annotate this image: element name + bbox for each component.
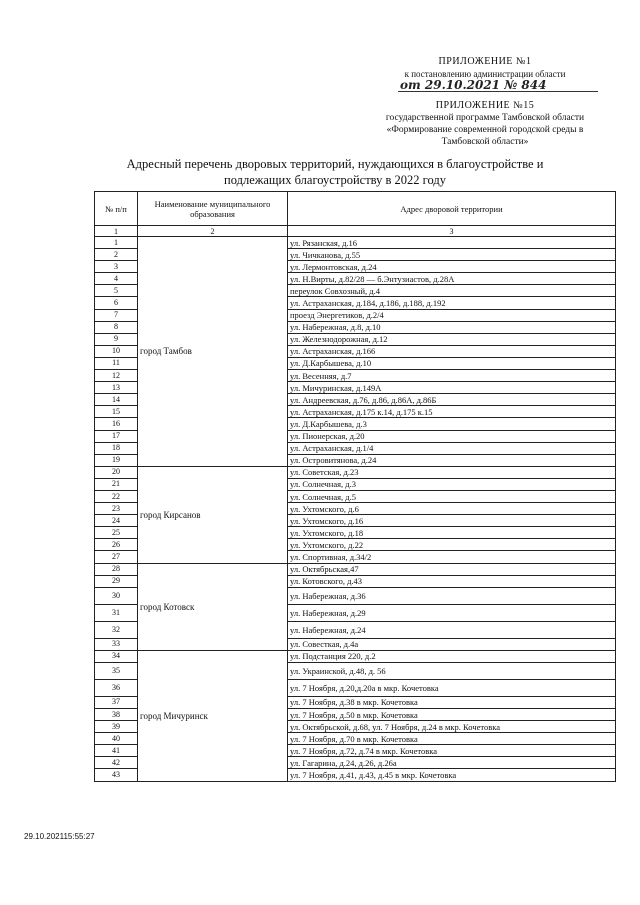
row-number: 25 xyxy=(95,527,138,539)
appendix-15-line-1: государственной программе Тамбовской области xyxy=(385,113,585,123)
address-cell: ул. Октябрьская,47 xyxy=(288,563,616,575)
table-header-row xyxy=(95,192,616,226)
appendix-15-line-2: «Формирование современной городской среды в xyxy=(386,125,584,135)
row-number: 27 xyxy=(95,551,138,563)
address-cell: ул. Д.Карбышева, д.3 xyxy=(288,418,616,430)
column-number: 3 xyxy=(288,226,616,237)
address-cell: ул. Гагарина, д.24, д.26, д.26а xyxy=(288,757,616,769)
row-number: 6 xyxy=(95,297,138,309)
appendix-15-header xyxy=(360,100,610,148)
address-cell: ул. Пионерская, д.20 xyxy=(288,430,616,442)
row-number: 17 xyxy=(95,430,138,442)
appendix-15-title: ПРИЛОЖЕНИЕ №15 xyxy=(435,100,535,111)
address-cell: ул. 7 Ноября, д.72, д.74 в мкр. Кочетовка xyxy=(288,745,616,757)
address-cell: ул. 7 Ноября, д.20,д.20а в мкр. Кочетовка xyxy=(288,679,616,696)
row-number: 40 xyxy=(95,733,138,745)
appendix-1-title: ПРИЛОЖЕНИЕ №1 xyxy=(438,56,532,67)
address-cell: ул. Солнечная, д.5 xyxy=(288,490,616,502)
row-number: 29 xyxy=(95,575,138,587)
row-number: 18 xyxy=(95,442,138,454)
address-cell: ул. Рязанская, д.16 xyxy=(288,237,616,249)
address-cell: ул. Октябрьской, д.68, ул. 7 Ноября, д.24 в мкр. Кочетовка xyxy=(288,721,616,733)
row-number: 8 xyxy=(95,321,138,333)
address-cell: ул. Астраханская, д.184, д.186, д.188, д.192 xyxy=(288,297,616,309)
address-cell: ул. Ухтомского, д.18 xyxy=(288,527,616,539)
row-number: 43 xyxy=(95,769,138,781)
document-title-line-2: подлежащих благоустройству в 2022 году xyxy=(224,173,446,187)
address-cell: ул. 7 Ноября, д.38 в мкр. Кочетовка xyxy=(288,696,616,708)
row-number: 30 xyxy=(95,587,138,604)
row-number: 10 xyxy=(95,345,138,357)
address-cell: ул. Д.Карбышева, д.10 xyxy=(288,357,616,369)
address-cell: ул. Весенняя, д.7 xyxy=(288,370,616,382)
address-cell: ул. Ухтомского, д.22 xyxy=(288,539,616,551)
row-number: 19 xyxy=(95,454,138,466)
row-number: 21 xyxy=(95,478,138,490)
address-cell: ул. Андреевская, д.76, д.86, д.86А, д.86Б xyxy=(288,394,616,406)
row-number: 36 xyxy=(95,679,138,696)
municipality-cell: город Тамбов xyxy=(138,237,288,467)
header-address: Адрес дворовой территории xyxy=(288,192,616,226)
address-cell: ул. Совесткая, д.4а xyxy=(288,638,616,650)
row-number: 15 xyxy=(95,406,138,418)
row-number: 39 xyxy=(95,721,138,733)
row-number: 22 xyxy=(95,490,138,502)
address-cell: ул. Набережная, д.24 xyxy=(288,621,616,638)
row-number: 13 xyxy=(95,382,138,394)
row-number: 32 xyxy=(95,621,138,638)
address-cell: ул. Островитянова, д.24 xyxy=(288,454,616,466)
appendix-1-header xyxy=(360,56,610,80)
address-cell: ул. 7 Ноября, д.50 в мкр. Кочетовка xyxy=(288,709,616,721)
row-number: 5 xyxy=(95,285,138,297)
address-cell: ул. Котовского, д.43 xyxy=(288,575,616,587)
row-number: 33 xyxy=(95,638,138,650)
address-cell: ул. Астраханская, д.175 к.14, д.175 к.15 xyxy=(288,406,616,418)
table-row xyxy=(95,563,616,575)
municipality-cell: город Кирсанов xyxy=(138,466,288,563)
address-cell: ул. Подстанция 220, д.2 xyxy=(288,650,616,662)
row-number: 23 xyxy=(95,503,138,515)
row-number: 14 xyxy=(95,394,138,406)
address-table xyxy=(94,191,616,782)
address-cell: ул. Набережная, д.29 xyxy=(288,604,616,621)
address-cell: ул. 7 Ноября, д.41, д.43, д.45 в мкр. Кочетовка xyxy=(288,769,616,781)
header-number: № п/п xyxy=(95,192,138,226)
address-cell: ул. Н.Вирты, д.82/28 — б.Энтузиастов, д.28А xyxy=(288,273,616,285)
column-number-row xyxy=(95,226,616,237)
address-cell: ул. Спортивная, д.34/2 xyxy=(288,551,616,563)
table-row xyxy=(95,237,616,249)
address-cell: ул. Лермонтовская, д.24 xyxy=(288,261,616,273)
address-cell: ул. Советская, д.23 xyxy=(288,466,616,478)
column-number: 1 xyxy=(95,226,138,237)
row-number: 42 xyxy=(95,757,138,769)
row-number: 24 xyxy=(95,515,138,527)
header-municipality: Наименование муниципального образования xyxy=(138,192,288,226)
address-cell: переулок Совхозный, д.4 xyxy=(288,285,616,297)
row-number: 7 xyxy=(95,309,138,321)
municipality-cell: город Котовск xyxy=(138,563,288,650)
document-title-line-1: Адресный перечень дворовых территорий, нуждающихся в благоустройстве и xyxy=(126,157,544,171)
row-number: 28 xyxy=(95,563,138,575)
address-cell: проезд Энергетиков, д.2/4 xyxy=(288,309,616,321)
table-body xyxy=(95,237,616,782)
signature-underline xyxy=(398,91,598,92)
row-number: 16 xyxy=(95,418,138,430)
address-cell: ул. Чичканова, д.55 xyxy=(288,249,616,261)
row-number: 1 xyxy=(95,237,138,249)
address-cell: ул. Украинской, д.48, д. 56 xyxy=(288,662,616,679)
row-number: 20 xyxy=(95,466,138,478)
address-cell: ул. Ухтомского, д.16 xyxy=(288,515,616,527)
handwritten-date-number: от 29.10.2021 № 844 xyxy=(400,78,547,92)
footer-timestamp: 29.10.202115:55:27 xyxy=(24,832,95,841)
address-cell: ул. Набережная, д.8, д.10 xyxy=(288,321,616,333)
row-number: 38 xyxy=(95,709,138,721)
row-number: 4 xyxy=(95,273,138,285)
column-number: 2 xyxy=(138,226,288,237)
row-number: 2 xyxy=(95,249,138,261)
document-title xyxy=(100,156,570,188)
row-number: 41 xyxy=(95,745,138,757)
row-number: 12 xyxy=(95,370,138,382)
row-number: 34 xyxy=(95,650,138,662)
row-number: 26 xyxy=(95,539,138,551)
address-cell: ул. 7 Ноября, д.70 в мкр. Кочетовка xyxy=(288,733,616,745)
row-number: 9 xyxy=(95,333,138,345)
address-cell: ул. Железнодорожная, д.12 xyxy=(288,333,616,345)
address-cell: ул. Мичуринская, д.149А xyxy=(288,382,616,394)
row-number: 35 xyxy=(95,662,138,679)
address-cell: ул. Солнечная, д.3 xyxy=(288,478,616,490)
row-number: 37 xyxy=(95,696,138,708)
address-cell: ул. Астраханская, д.166 xyxy=(288,345,616,357)
address-cell: ул. Набережная, д.36 xyxy=(288,587,616,604)
appendix-1-subtitle: к постановлению администрации области xyxy=(404,69,566,79)
address-cell: ул. Ухтомского, д.6 xyxy=(288,503,616,515)
table-row xyxy=(95,650,616,662)
row-number: 31 xyxy=(95,604,138,621)
address-cell: ул. Астраханская, д.1/4 xyxy=(288,442,616,454)
row-number: 3 xyxy=(95,261,138,273)
municipality-cell: город Мичуринск xyxy=(138,650,288,781)
row-number: 11 xyxy=(95,357,138,369)
table-row xyxy=(95,466,616,478)
appendix-15-line-3: Тамбовской области» xyxy=(441,137,529,147)
